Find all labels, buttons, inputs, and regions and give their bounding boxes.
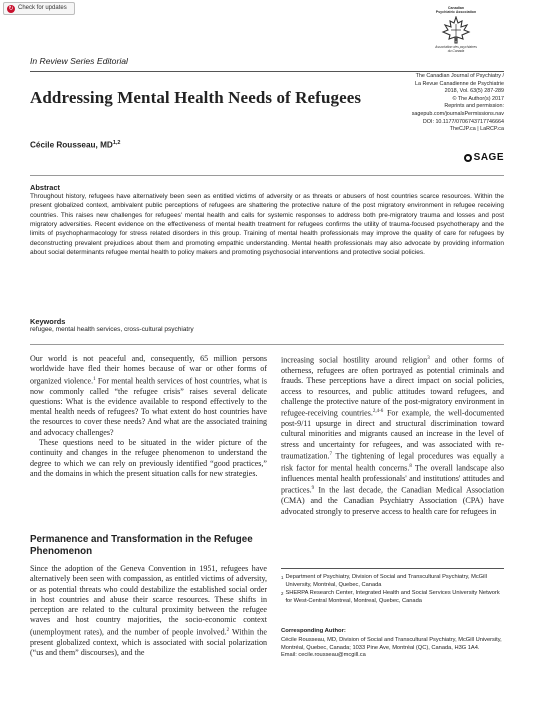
section-label: In Review Series Editorial (30, 56, 128, 66)
citation-ref: 7 (329, 452, 332, 458)
body-text: Our world is not peaceful and, consequently, 65 million persons worldwide have fled their homes because of war or other forms of organized violence. (30, 354, 267, 386)
doi-link[interactable]: DOI: 10.1177/0706743717746664 (422, 118, 504, 125)
author-line (30, 140, 120, 150)
keywords-heading: Keywords (30, 317, 66, 326)
logo-bottom-line-2: du Canada (447, 49, 465, 54)
body-text: The overall landscape also influences mental health professionals' and institutions' attitudes and practices. (281, 463, 504, 495)
journal-site-links[interactable]: TheCJP.ca | LaRCP.ca (449, 126, 504, 133)
body-text: The tightening of legal procedures was equally a risk factor for mental health concerns. (281, 451, 504, 473)
citation-ref: 9 (311, 486, 315, 492)
publisher-logo (464, 152, 504, 163)
journal-name-fr: La Revue Canadienne de Psychiatrie (414, 80, 504, 87)
refresh-icon: ↻ (8, 5, 14, 12)
body-paragraph (281, 354, 504, 517)
footnote-item (281, 590, 504, 605)
logo-top-line-1: Canadian (447, 6, 465, 10)
body-text: Within the present globalized context, which is associated with social polarization (“us and them” discourses), and the (30, 627, 267, 658)
body-text: Since the adoption of the Geneva Convention in 1951, refugees have alternatively been seen with compassion, as entitled victims of adversity, or as potential threats who could destabilize the established social order in host countries and abuse their scarce resources. These shifts in perception are related to the cultural proximity between the refugee waves and host country majorities, the socio-economic context (unemployment rates), and the number of people involved. (30, 564, 267, 637)
author-name: Cécile Rousseau, MD (30, 140, 113, 150)
body-paragraph (30, 354, 267, 438)
citation-ref: 1 (93, 376, 96, 382)
footnote-item (281, 574, 504, 589)
publisher-name: SAGE (473, 152, 504, 163)
body-paragraph (30, 564, 267, 658)
body-text: and other forms of otherness, refugees are often portrayed as potential criminals and frauds. These perceptions have a direct impact on social policies, access to resources, and public attitudes toward refugees, and challenge the protective nature of the post-migratory environment in refugee-receiving countries. (281, 355, 504, 418)
corresponding-author-block (281, 637, 504, 660)
keywords-divider (30, 344, 504, 345)
logo-bottom-line-1: Association des psychiatres (435, 44, 477, 49)
body-paragraph: These questions need to be situated in the wider picture of the continuity and changes in the refugee phenomenon to understand the degree to which we can rely on previously identified “good practices,” and the domains in which the present situation calls for new strategies. (30, 438, 267, 478)
citation-ref: 3 (427, 356, 430, 361)
logo-top-line-2: Psychiatric Association (435, 10, 477, 15)
abstract-text: Throughout history, refugees have alternatively been seen as entitled victims of adversity or as threats or abusers of host countries scarce resources. Within the present globalized context, ambivalent public perceptions of refugees are shattering the protective nature of the post migratory environment in refugee receiving countries. This raises new challenges for refugees' mental health and calls for systemic responses to address both pre-migratory trauma and losses and post migratory adversities. Recent evidence on the effectiveness of mental health treatment for refugees confirms the utility of trauma-focused psychotherapy and the limits of psychopharmacology for stress related disorders in this group. Training of mental health professionals may improve the quality of care for refugees by deconstructing prevalent prejudices about them and promoting empathic understanding. Mental health professionals may also advocate by providing information about social determinants refugee mental health to policy makers and promoting psychosocial interventions and protective social policies. (30, 193, 504, 257)
body-column-left-bottom (30, 564, 267, 658)
corresponding-author-heading: Corresponding Author: (281, 628, 346, 634)
sage-mark-icon (464, 154, 472, 162)
abstract-heading: Abstract (30, 183, 60, 192)
header-divider (30, 71, 504, 72)
citation-ref: 2,4-6 (372, 409, 384, 415)
reprints-label: Reprints and permission: (444, 103, 504, 110)
body-column-left-top (30, 354, 267, 479)
section-heading: Permanence and Transformation in the Refugee Phenomenon (30, 534, 253, 558)
footnote-divider (281, 568, 504, 569)
citation-ref: 2 (226, 627, 230, 633)
check-for-updates-badge[interactable] (3, 2, 75, 15)
author-affiliation-marker: 1,2 (112, 140, 121, 146)
body-text: For mental health services of host countries, what is now commonly called “the refugee crisis” raises several delicate questions: What is the evidence available to respond effectively to the mental health needs of refugees? To what extent do host countries have the resources to cover these needs? And what are the associated training and advocacy challenges? (30, 376, 267, 437)
footnote-text: Department of Psychiatry, Division of Social and Transcultural Psychiatry, McGill University, Montréal, Quebec, Canada (285, 574, 487, 588)
maple-leaf-icon (441, 16, 471, 44)
footnote-number: 2 (281, 591, 284, 597)
keywords-text: refugee, mental health services, cross-cultural psychiatry (30, 326, 194, 333)
abstract-divider (30, 175, 504, 176)
journal-name-en: The Canadian Journal of Psychiatry / (415, 73, 504, 79)
copyright: © The Author(s) 2017 (452, 95, 504, 102)
footnote-number: 1 (281, 575, 284, 580)
corresponding-author-email[interactable]: Email: cecile.rousseau@mcgill.ca (281, 652, 366, 659)
journal-info (354, 73, 504, 134)
association-logo (412, 6, 500, 62)
journal-volume: 2018, Vol. 63(5) 287-289 (444, 88, 504, 95)
footnote-text: SHERPA Research Center, Integrated Health and Social Services University Network for West-Central Montreal, Montreal, Quebec, Canada (285, 590, 500, 604)
article-title: Addressing Mental Health Needs of Refugees (30, 88, 362, 107)
citation-ref: 8 (409, 463, 412, 469)
body-column-right (281, 354, 504, 517)
permissions-link[interactable]: sagepub.com/journalsPermissions.nav (411, 110, 504, 117)
body-text: increasing social hostility around religion (281, 355, 428, 365)
affiliation-footnotes (281, 574, 504, 606)
check-for-updates-label: Check for updates (18, 5, 67, 11)
body-text: In the last decade, the Canadian Medical Association (CMA) and the Canadian Psychiatry Association (CPA) have advocated strongly to preserve access to health care for refugees in (281, 485, 504, 516)
body-text: For example, the well-documented post-9/11 upsurge in direct and structural discrimination toward cultural minorities and migrants caused an increase in the level of stress and uncertainty for refugees, and was associated with re-traumatization. (281, 408, 504, 461)
corresponding-author-address: Cécile Rousseau, MD, Division of Social and Transcultural Psychiatry, McGill University, Montréal, Quebec, Canada; 1033 Pine Ave, Montréal (QC), Canada, H3G 1A4. (281, 637, 502, 651)
